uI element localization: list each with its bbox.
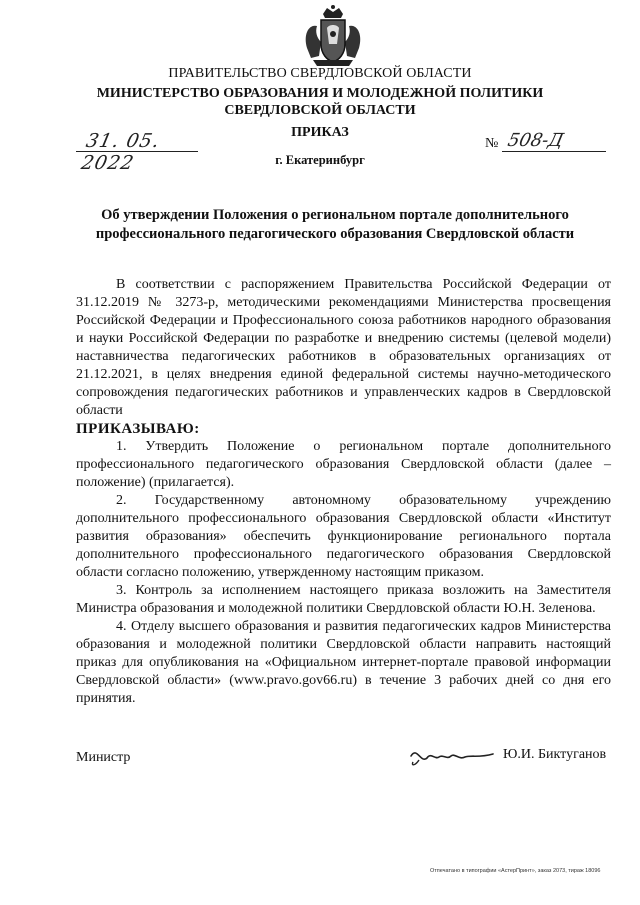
government-name: ПРАВИТЕЛЬСТВО СВЕРДЛОВСКОЙ ОБЛАСТИ [168, 66, 472, 81]
number-underline [502, 151, 606, 152]
preamble-paragraph: В соответствии с распоряжением Правительства Российской Федерации от 31.12.2019 № 3273-р, методическими рекомендациями Министерства просвещения Российской Федерации и Профессионального союза работников народного образования и науки Российской Федерации по разработке и внедрению системы (целевой модели) наставничества педагогических работников в образовательных организациях от 21.12.2021, в целях внедрения единой федеральной системы научно-методического сопровождения педагогических работников и управленческих кадров в Свердловской области [76, 277, 611, 418]
order-item-3: 3. Контроль за исполнением настоящего приказа возложить на Заместителя Министра образования и молодежной политики Свердловской области Ю.Н. Зеленова. [76, 583, 611, 616]
subject-line-2: профессионального педагогического образования Свердловской области [95, 226, 575, 242]
coat-of-arms-icon [301, 4, 365, 68]
ministry-name [0, 85, 640, 119]
order-number: 508-Д [505, 130, 566, 151]
signer-name: Ю.И. Биктуганов [503, 747, 607, 762]
order-word: ПРИКАЗЫВАЮ: [76, 421, 200, 437]
order-date: 31. 05. 2022 [79, 130, 163, 174]
printer-note: Отпечатано в типографии «АстерПринт», заказ 2073, тираж 18096 [430, 868, 601, 874]
ministry-line-1: МИНИСТЕРСТВО ОБРАЗОВАНИЯ И МОЛОДЕЖНОЙ ПОЛИТИКИ [96, 86, 544, 101]
signer-position: Министр [76, 750, 131, 765]
subject-line-1: Об утверждении Положения о региональном портале дополнительного [101, 207, 569, 223]
document-type: ПРИКАЗ [291, 125, 349, 140]
order-date-field [76, 130, 198, 174]
date-underline [76, 151, 198, 152]
number-label: № [485, 136, 499, 151]
order-number-field [502, 130, 606, 154]
order-body [76, 276, 611, 708]
ministry-line-2: СВЕРДЛОВСКОЙ ОБЛАСТИ [224, 103, 416, 118]
order-item-4: 4. Отделу высшего образования и развития педагогических кадров Министерства образования и молодежной политики Свердловской области направить настоящий приказ для опубликования на «Официальном интернет-портале правовой информации Свердловской области» (www.pravo.gov66.ru) в течение 3 рабочих дней со дня его принятия. [76, 619, 611, 706]
order-item-1: 1. Утвердить Положение о региональном портале дополнительного профессионального педагогического образования Свердловской области (далее – положение) (прилагается). [76, 439, 611, 490]
handwritten-signature [407, 742, 497, 768]
order-item-2: 2. Государственному автономному образовательному учреждению дополнительного профессионального образования Свердловской области «Институт развития образования» обеспечить функционирование регионального портала дополнительного профессионального педагогического образования Свердловской области согласно положению, утвержденному настоящим приказом. [76, 493, 611, 580]
order-subject [70, 206, 600, 244]
city: г. Екатеринбург [275, 153, 365, 167]
